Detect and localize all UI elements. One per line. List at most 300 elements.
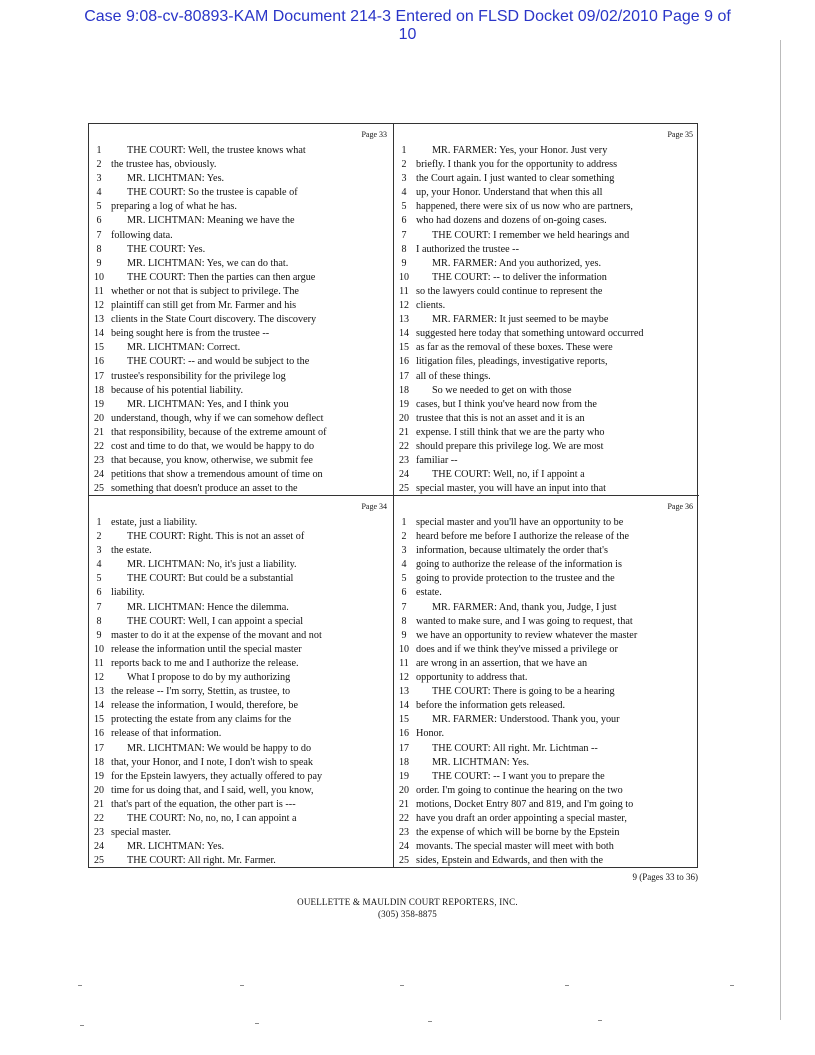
line-text: preparing a log of what he has. (111, 201, 237, 213)
line-number: 3 (96, 173, 102, 185)
transcript-line (89, 243, 393, 257)
line-text: THE COURT: -- and would be subject to the (127, 356, 310, 368)
transcript-lines (394, 516, 699, 868)
transcript-line (394, 454, 699, 468)
line-number: 15 (399, 714, 409, 726)
transcript-line (394, 770, 699, 784)
line-text: MR. LICHTMAN: No, it's just a liability. (127, 559, 297, 571)
transcript-line (89, 313, 393, 327)
line-text: What I propose to do by my authorizing (127, 672, 291, 684)
line-text: petitions that show a tremendous amount of time on (111, 469, 323, 481)
line-number: 3 (401, 173, 407, 185)
transcript-line (89, 826, 393, 840)
line-number: 19 (94, 398, 104, 410)
line-number: 6 (96, 215, 102, 227)
line-number: 14 (94, 328, 104, 340)
line-text: special master and you'll have an opportunity to be (416, 517, 624, 528)
line-number: 5 (96, 201, 102, 213)
line-number: 5 (401, 201, 407, 213)
line-text: release of that information. (111, 728, 222, 740)
line-text: MR. LICHTMAN: Yes. (127, 173, 225, 185)
line-text: MR. LICHTMAN: Meaning we have the (127, 215, 295, 227)
transcript-line (394, 398, 699, 412)
line-text: understand, though, why if we can somehow deflect (111, 412, 324, 424)
line-text: the trustee has, obviously. (111, 159, 217, 171)
line-text: THE COURT: But could be a substantial (127, 573, 294, 585)
line-number: 10 (94, 271, 104, 283)
line-text: THE COURT: Well, no, if I appoint a (432, 469, 585, 481)
transcript-line (89, 172, 393, 186)
transcript-page-35 (394, 124, 699, 496)
page-number: Page 33 (361, 130, 387, 139)
transcript-line (89, 426, 393, 440)
line-text: for the Epstein lawyers, they actually offered to pay (111, 770, 323, 782)
line-text: we have an opportunity to review whatever the master (416, 629, 638, 641)
transcript-page-33 (89, 124, 394, 496)
transcript-line (394, 257, 699, 271)
scan-speck (255, 1023, 259, 1024)
docket-header (0, 8, 815, 44)
line-number: 22 (94, 440, 104, 452)
line-text: MR. FARMER: It just seemed to be maybe (432, 314, 609, 326)
line-text: happened, there were six of us now who are partners, (416, 201, 633, 213)
transcript-line (89, 601, 393, 615)
transcript-lines (89, 144, 393, 496)
transcript-line (394, 784, 699, 798)
line-text: that because, you know, otherwise, we submit fee (111, 455, 313, 467)
line-number: 12 (399, 300, 409, 312)
line-number: 9 (401, 257, 407, 269)
line-number: 18 (94, 384, 104, 396)
line-number: 5 (401, 573, 407, 585)
transcript-line (89, 685, 393, 699)
line-text: THE COURT: Well, the trustee knows what (127, 145, 306, 156)
transcript-line (394, 530, 699, 544)
page-number: Page 35 (667, 130, 693, 139)
line-number: 10 (94, 643, 104, 655)
line-number: 13 (399, 314, 409, 326)
page-number: Page 36 (667, 502, 693, 511)
line-text: estate, just a liability. (111, 517, 198, 528)
transcript-line (89, 440, 393, 454)
line-text: cost and time to do that, we would be happy to do (111, 440, 315, 452)
transcript-line (89, 643, 393, 657)
transcript-line (394, 440, 699, 454)
line-number: 12 (94, 672, 104, 684)
line-number: 8 (401, 243, 407, 255)
transcript-grid (88, 123, 698, 868)
line-number: 16 (94, 728, 104, 740)
line-number: 24 (94, 841, 104, 853)
line-number: 19 (399, 770, 409, 782)
line-text: briefly. I thank you for the opportunity to address (416, 159, 618, 171)
transcript-line (89, 727, 393, 741)
line-number: 1 (401, 145, 407, 156)
transcript-line (394, 826, 699, 840)
transcript-line (89, 158, 393, 172)
transcript-line (394, 384, 699, 398)
line-text: suggested here today that something untoward occurred (416, 328, 644, 340)
transcript-line (89, 186, 393, 200)
transcript-line (394, 355, 699, 369)
line-text: THE COURT: -- to deliver the information (432, 271, 607, 283)
line-number: 1 (401, 517, 407, 528)
transcript-line (89, 558, 393, 572)
page-number: Page 34 (361, 502, 387, 511)
line-number: 3 (96, 545, 102, 557)
transcript-line (89, 840, 393, 854)
line-number: 20 (399, 784, 409, 796)
transcript-line (394, 544, 699, 558)
transcript-line (394, 798, 699, 812)
line-number: 1 (96, 145, 102, 156)
transcript-line (394, 713, 699, 727)
transcript-line (394, 586, 699, 600)
line-text: that's part of the equation, the other part is --- (111, 798, 296, 810)
transcript-page-34 (89, 496, 394, 868)
line-text: time for us doing that, and I said, well, you know, (111, 784, 314, 796)
line-number: 8 (96, 615, 102, 627)
line-number: 13 (399, 686, 409, 698)
line-text: THE COURT: So the trustee is capable of (127, 187, 298, 199)
line-text: following data. (111, 229, 173, 241)
line-text: MR. LICHTMAN: We would be happy to do (127, 742, 312, 754)
line-number: 4 (96, 187, 102, 199)
line-number: 22 (399, 812, 409, 824)
reporter-phone: (305) 358-8875 (377, 909, 438, 919)
scan-speck (598, 1020, 602, 1021)
line-text: THE COURT: I remember we held hearings and (432, 229, 630, 241)
line-number: 11 (399, 285, 409, 297)
transcript-line (394, 742, 699, 756)
transcript-line (394, 840, 699, 854)
docket-header-line-1: Case 9:08-cv-80893-KAM Document 214-3 Entered on FLSD Docket 09/02/2010 Page 9 of (84, 8, 731, 25)
line-text: familiar -- (416, 455, 458, 467)
line-text: going to provide protection to the trustee and the (416, 573, 615, 585)
line-number: 9 (96, 629, 102, 641)
line-number: 25 (94, 855, 104, 867)
line-text: MR. LICHTMAN: Yes, and I think you (127, 398, 289, 410)
line-text: order. I'm going to continue the hearing on the two (416, 784, 623, 796)
line-number: 15 (94, 714, 104, 726)
page-range-label: 9 (Pages 33 to 36) (632, 872, 698, 882)
line-number: 6 (401, 215, 407, 227)
line-number: 12 (399, 672, 409, 684)
transcript-line (394, 699, 699, 713)
line-text: clients in the State Court discovery. The discovery (111, 314, 317, 326)
line-text: special master. (111, 827, 171, 839)
line-number: 9 (401, 629, 407, 641)
transcript-line (89, 742, 393, 756)
line-number: 24 (94, 469, 104, 481)
line-number: 22 (399, 440, 409, 452)
line-text: So we needed to get on with those (432, 384, 572, 396)
line-number: 2 (96, 531, 102, 543)
line-text: clients. (416, 300, 446, 312)
transcript-line (394, 243, 699, 257)
transcript-line (394, 727, 699, 741)
transcript-lines (89, 516, 393, 868)
line-text: does and if we think they've missed a privilege or (416, 643, 618, 655)
line-number: 17 (94, 742, 104, 754)
line-text: I authorized the trustee -- (416, 243, 519, 255)
line-number: 15 (399, 342, 409, 354)
transcript-line (394, 756, 699, 770)
transcript-line (394, 341, 699, 355)
reporter-company: OUELLETTE & MAULDIN COURT REPORTERS, INC. (297, 897, 518, 907)
line-text: plaintiff can still get from Mr. Farmer and his (111, 300, 297, 312)
transcript-line (89, 257, 393, 271)
line-number: 25 (399, 483, 409, 495)
line-text: up, your Honor. Understand that when this all (416, 187, 603, 199)
line-number: 11 (94, 285, 104, 297)
transcript-line (394, 412, 699, 426)
line-text: something that doesn't produce an asset to the (111, 483, 298, 495)
line-number: 9 (96, 257, 102, 269)
scan-speck (240, 985, 244, 986)
transcript-line (89, 299, 393, 313)
transcript-line (89, 572, 393, 586)
transcript-line (394, 186, 699, 200)
transcript-line (394, 812, 699, 826)
line-number: 12 (94, 300, 104, 312)
line-text: MR. FARMER: Understood. Thank you, your (432, 714, 620, 726)
transcript-line (394, 327, 699, 341)
line-number: 19 (94, 770, 104, 782)
line-number: 25 (399, 855, 409, 867)
transcript-line (89, 370, 393, 384)
line-number: 15 (94, 342, 104, 354)
line-number: 7 (401, 229, 407, 241)
line-text: all of these things. (416, 370, 491, 382)
line-text: MR. FARMER: Yes, your Honor. Just very (432, 145, 608, 156)
transcript-line (89, 516, 393, 530)
line-number: 20 (94, 784, 104, 796)
transcript-line (89, 586, 393, 600)
transcript-line (89, 341, 393, 355)
line-text: information, because ultimately the order that's (416, 545, 608, 557)
transcript-line (89, 629, 393, 643)
line-number: 23 (399, 455, 409, 467)
docket-header-line-2: 10 (398, 26, 417, 43)
line-number: 24 (399, 469, 409, 481)
line-number: 14 (94, 700, 104, 712)
line-number: 2 (401, 531, 407, 543)
line-text: the release -- I'm sorry, Stettin, as trustee, to (111, 686, 291, 698)
line-text: THE COURT: Yes. (127, 243, 206, 255)
transcript-line (394, 158, 699, 172)
transcript-line (394, 558, 699, 572)
line-text: have you draft an order appointing a special master, (416, 812, 627, 824)
transcript-line (394, 214, 699, 228)
transcript-line (394, 643, 699, 657)
scan-speck (80, 1025, 84, 1026)
line-number: 2 (401, 159, 407, 171)
line-text: protecting the estate from any claims for the (111, 714, 292, 726)
line-number: 6 (401, 587, 407, 599)
scan-speck (565, 985, 569, 986)
transcript-line (89, 355, 393, 369)
line-text: release the information until the special master (111, 643, 302, 655)
line-text: trustee's responsibility for the privilege log (111, 370, 286, 382)
line-text: wanted to make sure, and I was going to request, that (416, 615, 633, 627)
transcript-line (394, 271, 699, 285)
line-text: master to do it at the expense of the movant and not (111, 629, 322, 641)
transcript-line (89, 699, 393, 713)
transcript-line (89, 530, 393, 544)
line-number: 14 (399, 700, 409, 712)
line-number: 23 (94, 827, 104, 839)
transcript-line (394, 299, 699, 313)
line-text: opportunity to address that. (416, 672, 528, 684)
line-number: 13 (94, 686, 104, 698)
transcript-line (89, 756, 393, 770)
transcript-line (89, 544, 393, 558)
line-number: 14 (399, 328, 409, 340)
transcript-line (89, 713, 393, 727)
transcript-line (394, 685, 699, 699)
line-number: 24 (399, 841, 409, 853)
line-text: MR. LICHTMAN: Hence the dilemma. (127, 601, 289, 613)
line-text: THE COURT: All right. Mr. Lichtman -- (432, 742, 598, 754)
transcript-line (394, 313, 699, 327)
transcript-line (89, 229, 393, 243)
transcript-line (394, 615, 699, 629)
line-number: 8 (96, 243, 102, 255)
right-margin-rule (780, 40, 781, 1020)
line-number: 7 (96, 229, 102, 241)
line-text: motions, Docket Entry 807 and 819, and I'm going to (416, 798, 634, 810)
transcript-line (89, 671, 393, 685)
line-text: should prepare this privilege log. We are most (416, 440, 604, 452)
line-number: 2 (96, 159, 102, 171)
line-text: cases, but I think you've heard now from the (416, 398, 597, 410)
line-number: 16 (399, 356, 409, 368)
line-text: reports back to me and I authorize the release. (111, 657, 299, 669)
line-text: Honor. (416, 728, 445, 740)
transcript-line (89, 285, 393, 299)
transcript-line (89, 468, 393, 482)
transcript-line (394, 671, 699, 685)
line-text: expense. I still think that we are the party who (416, 426, 605, 438)
line-number: 21 (399, 426, 409, 438)
transcript-line (89, 812, 393, 826)
line-number: 1 (96, 517, 102, 528)
line-number: 23 (399, 827, 409, 839)
line-text: that responsibility, because of the extreme amount of (111, 426, 327, 438)
transcript-line (394, 229, 699, 243)
transcript-line (89, 482, 393, 496)
line-number: 17 (399, 370, 409, 382)
line-number: 7 (96, 601, 102, 613)
line-number: 7 (401, 601, 407, 613)
line-text: MR. LICHTMAN: Yes, we can do that. (127, 257, 289, 269)
transcript-line (89, 657, 393, 671)
scan-speck (78, 985, 82, 986)
line-number: 4 (401, 187, 407, 199)
line-number: 22 (94, 812, 104, 824)
transcript-line (89, 327, 393, 341)
transcript-line (89, 784, 393, 798)
line-text: because of his potential liability. (111, 384, 244, 396)
line-number: 6 (96, 587, 102, 599)
line-number: 17 (94, 370, 104, 382)
line-number: 5 (96, 573, 102, 585)
transcript-line (89, 770, 393, 784)
transcript-line (89, 412, 393, 426)
line-number: 10 (399, 271, 409, 283)
line-text: going to authorize the release of the information is (416, 559, 622, 571)
line-text: MR. LICHTMAN: Yes. (127, 841, 225, 853)
line-text: THE COURT: -- I want you to prepare the (432, 770, 605, 782)
transcript-line (89, 615, 393, 629)
line-number: 11 (94, 657, 104, 669)
line-text: before the information gets released. (416, 700, 566, 712)
line-text: trustee that this is not an asset and it is an (416, 412, 585, 424)
line-number: 10 (399, 643, 409, 655)
transcript-line (89, 854, 393, 868)
transcript-line (89, 384, 393, 398)
line-number: 4 (96, 559, 102, 571)
line-number: 13 (94, 314, 104, 326)
transcript-line (89, 398, 393, 412)
transcript-line (394, 144, 699, 158)
reporter-footer (0, 896, 815, 920)
transcript-line (89, 200, 393, 214)
transcript-line (89, 454, 393, 468)
line-text: so the lawyers could continue to represent the (416, 285, 603, 297)
line-number: 4 (401, 559, 407, 571)
line-number: 21 (94, 798, 104, 810)
line-text: liability. (111, 587, 145, 599)
line-text: as far as the removal of these boxes. These were (416, 342, 613, 354)
line-number: 21 (399, 798, 409, 810)
line-number: 18 (399, 384, 409, 396)
line-number: 16 (399, 728, 409, 740)
line-text: sides, Epstein and Edwards, and then with the (416, 855, 604, 867)
line-text: THE COURT: Then the parties can then argue (127, 271, 316, 283)
transcript-line (89, 144, 393, 158)
transcript-line (394, 172, 699, 186)
scan-speck (400, 985, 404, 986)
line-number: 11 (399, 657, 409, 669)
line-number: 17 (399, 742, 409, 754)
line-text: estate. (416, 587, 442, 599)
transcript-line (89, 798, 393, 812)
line-text: are wrong in an assertion, that we have an (416, 657, 588, 669)
line-text: THE COURT: There is going to be a hearing (432, 686, 615, 698)
transcript-line (394, 572, 699, 586)
line-text: release the information, I would, therefore, be (111, 700, 298, 712)
transcript-line (394, 854, 699, 868)
scan-speck (428, 1021, 432, 1022)
line-text: THE COURT: All right. Mr. Farmer. (127, 855, 276, 867)
line-text: being sought here is from the trustee -- (111, 328, 270, 340)
line-text: THE COURT: Well, I can appoint a special (127, 615, 304, 627)
line-number: 20 (399, 412, 409, 424)
transcript-line (394, 426, 699, 440)
scan-speck (730, 985, 734, 986)
line-text: that, your Honor, and I note, I don't wish to speak (111, 756, 314, 768)
transcript-line (394, 200, 699, 214)
transcript-line (394, 516, 699, 530)
transcript-line (394, 482, 699, 496)
transcript-page-36 (394, 496, 699, 868)
line-text: MR. FARMER: And, thank you, Judge, I just (432, 601, 617, 613)
line-number: 21 (94, 426, 104, 438)
transcript-line (394, 629, 699, 643)
line-number: 8 (401, 615, 407, 627)
